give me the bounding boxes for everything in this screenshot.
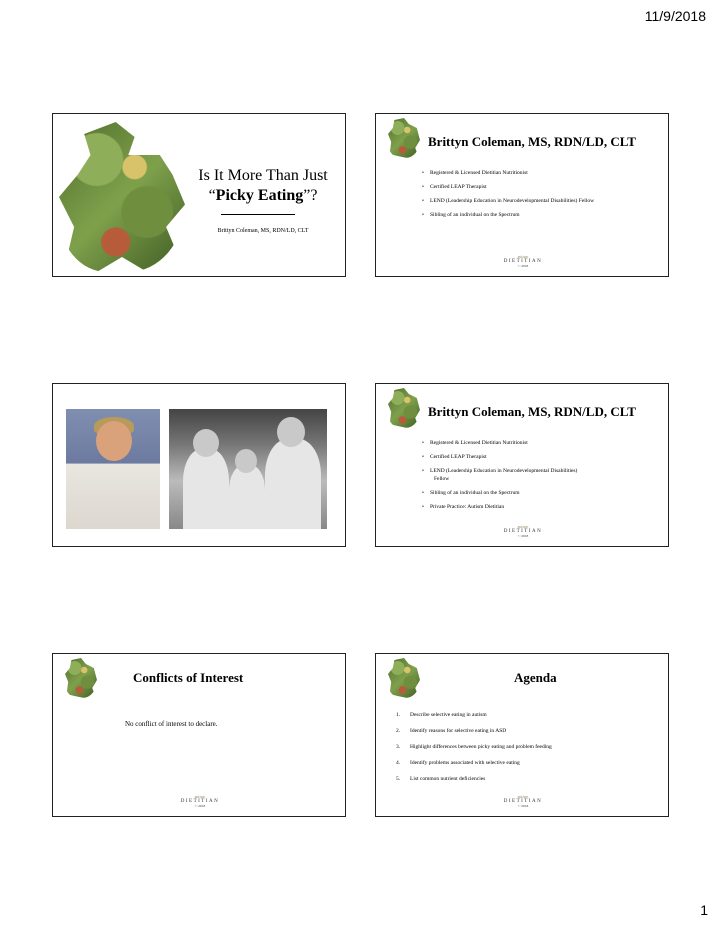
list-item: • Sibling of an individual on the Spectrum <box>422 490 577 496</box>
child-photo <box>66 409 160 529</box>
puzzle-logo-icon <box>388 118 420 158</box>
slide-photos <box>52 383 346 547</box>
agenda-item: 3. Highlight differences between picky eating and problem feeding <box>396 744 552 750</box>
list-item: • LEND (Leadership Education in Neurodevelopmental Disabilities) <box>422 468 577 474</box>
puzzle-logo-icon <box>65 658 97 698</box>
list-item: • LEND (Leadership Education in Neurodevelopmental Disabilities) Fellow <box>422 198 594 204</box>
list-item: • Sibling of an individual on the Spectrum <box>422 212 594 218</box>
dietitian-logo: autism DIETITIAN © 2018 <box>503 524 543 538</box>
puzzle-piece-image <box>59 122 185 272</box>
dietitian-logo: autism DIETITIAN © 2018 <box>180 794 220 808</box>
slide-body-text: No conflict of interest to declare. <box>125 720 218 728</box>
list-item-continued: Fellow <box>434 476 450 482</box>
author-name: Brittyn Coleman, MS, RDN/LD, CLT <box>217 228 309 234</box>
slide-agenda <box>375 653 669 817</box>
agenda-item: 1. Describe selective eating in autism <box>396 712 487 718</box>
slide-bio-extended <box>375 383 669 547</box>
puzzle-logo-icon <box>388 388 420 428</box>
list-item: • Private Practice: Autism Dietitian <box>422 504 577 510</box>
agenda-item: 5. List common nutrient deficiencies <box>396 776 486 782</box>
dietitian-logo: autism DIETITIAN © 2018 <box>503 794 543 808</box>
slide-conflicts <box>52 653 346 817</box>
title-bold: Picky Eating <box>215 187 304 204</box>
agenda-item: 4. Identify problems associated with selective eating <box>396 760 520 766</box>
list-item: • Certified LEAP Therapist <box>422 184 594 190</box>
slide-title-text <box>183 166 343 206</box>
slide-heading: Brittyn Coleman, MS, RDN/LD, CLT <box>428 134 636 149</box>
dietitian-logo: autism DIETITIAN © 2018 <box>503 254 543 268</box>
slide-heading: Brittyn Coleman, MS, RDN/LD, CLT <box>428 404 636 419</box>
agenda-item: 2. Identify reasons for selective eating in ASD <box>396 728 507 734</box>
slide-heading: Agenda <box>514 670 557 685</box>
agenda-list <box>396 712 552 792</box>
slide-title <box>52 113 346 277</box>
bio-bullet-list <box>422 440 577 510</box>
slide-bio <box>375 113 669 277</box>
list-item: • Certified LEAP Therapist <box>422 454 577 460</box>
bio-bullet-list <box>422 170 594 218</box>
title-divider <box>221 214 295 215</box>
puzzle-logo-icon <box>388 658 420 698</box>
print-date: 11/9/2018 <box>644 8 706 24</box>
family-photo <box>169 409 327 529</box>
title-line2: “Picky Eating”? <box>208 187 318 204</box>
page-number: 1 <box>700 902 708 918</box>
list-item: • Registered & Licensed Dietitian Nutritionist <box>422 440 577 446</box>
list-item: • Registered & Licensed Dietitian Nutritionist <box>422 170 594 176</box>
title-line1: Is It More Than Just <box>198 167 328 184</box>
slide-heading: Conflicts of Interest <box>133 670 244 685</box>
